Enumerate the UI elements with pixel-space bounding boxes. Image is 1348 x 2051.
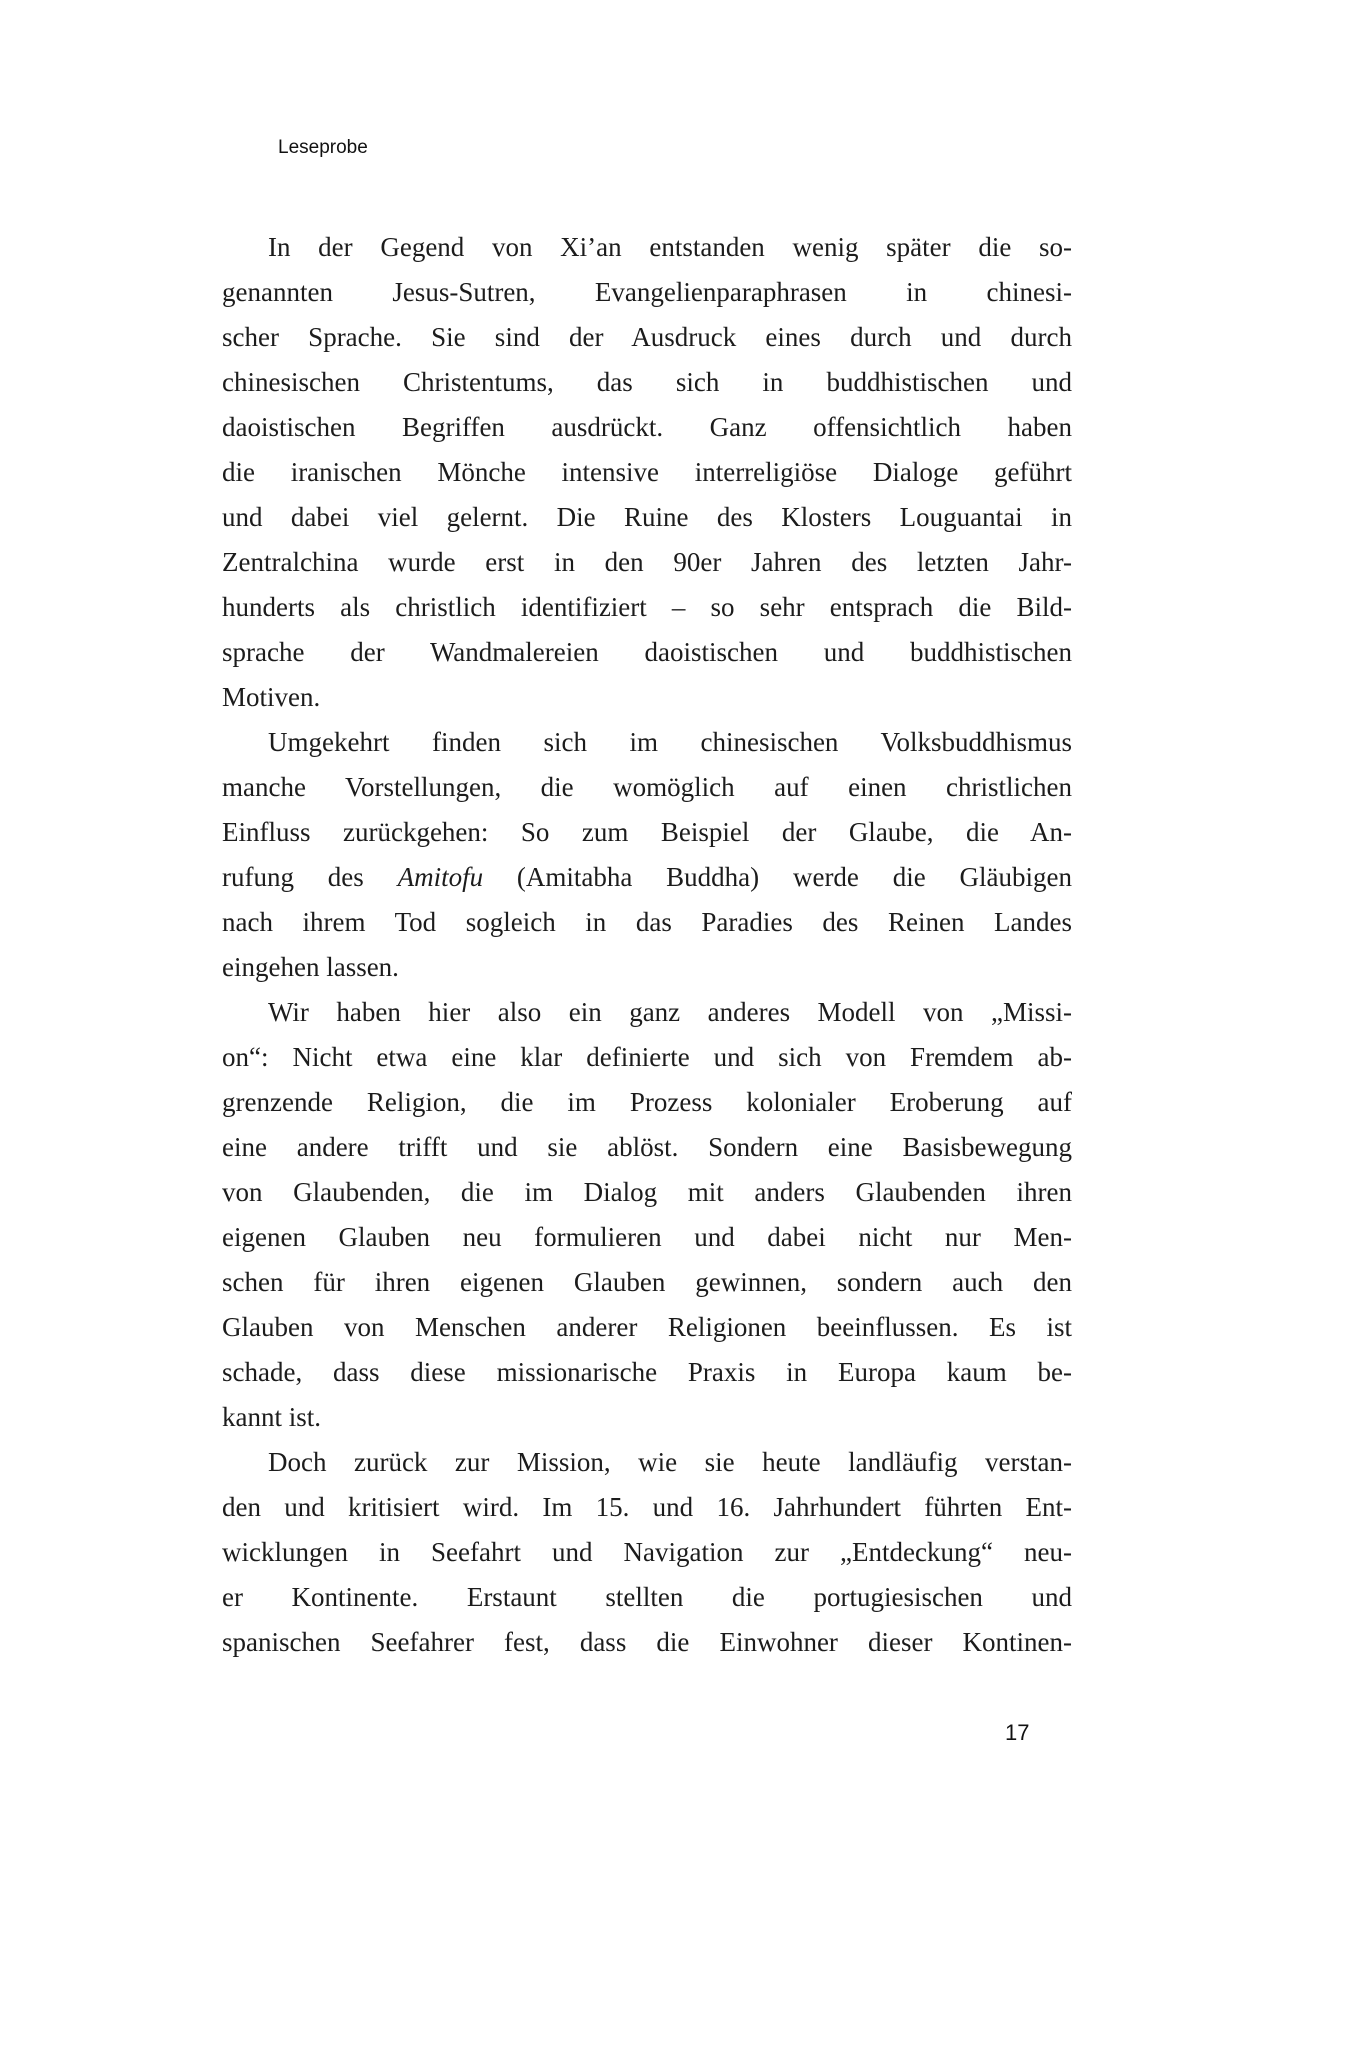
text-line: schen für ihren eigenen Glauben gewinnen, sondern auch den (222, 1267, 1072, 1297)
text-line: Wir haben hier also ein ganz anderes Modell von „Missi- (268, 997, 1072, 1027)
text-line: er Kontinente. Erstaunt stellten die portugiesischen und (222, 1582, 1072, 1612)
text-line: genannten Jesus-Sutren, Evangelienparaphrasen in chinesi- (222, 277, 1072, 307)
text-line: spanischen Seefahrer fest, dass die Einwohner dieser Kontinen- (222, 1627, 1072, 1657)
text-line: chinesischen Christentums, das sich in buddhistischen und (222, 367, 1072, 397)
text-line: den und kritisiert wird. Im 15. und 16. Jahrhundert führten Ent- (222, 1492, 1072, 1522)
paragraph (222, 720, 1072, 990)
text-line: die iranischen Mönche intensive interreligiöse Dialoge geführt (222, 457, 1072, 487)
text-line: schade, dass diese missionarische Praxis in Europa kaum be- (222, 1357, 1072, 1387)
text-line: Umgekehrt finden sich im chinesischen Volksbuddhismus (268, 727, 1072, 757)
text-line: Zentralchina wurde erst in den 90er Jahren des letzten Jahr- (222, 547, 1072, 577)
text-line: grenzende Religion, die im Prozess kolonialer Eroberung auf (222, 1087, 1072, 1117)
text-line: von Glaubenden, die im Dialog mit anders Glaubenden ihren (222, 1177, 1072, 1207)
text-line: und dabei viel gelernt. Die Ruine des Klosters Louguantai in (222, 502, 1072, 532)
text-line: hunderts als christlich identifiziert – so sehr entsprach die Bild- (222, 592, 1072, 622)
text-line: manche Vorstellungen, die womöglich auf einen christlichen (222, 772, 1072, 802)
paragraph (222, 1440, 1072, 1665)
text-line: Einfluss zurückgehen: So zum Beispiel der Glaube, die An- (222, 817, 1072, 847)
text-line: scher Sprache. Sie sind der Ausdruck eines durch und durch (222, 322, 1072, 352)
page-number: 17 (1005, 1720, 1030, 1745)
text-line: eine andere trifft und sie ablöst. Sondern eine Basisbewegung (222, 1132, 1072, 1162)
text-line: sprache der Wandmalereien daoistischen und buddhistischen (222, 637, 1072, 667)
text-line: Motiven. (222, 682, 321, 712)
italic-term: Amitofu (397, 862, 484, 892)
text-line: Glauben von Menschen anderer Religionen beeinflussen. Es ist (222, 1312, 1072, 1342)
paragraph (222, 225, 1072, 720)
text-line: kannt ist. (222, 1402, 321, 1432)
text-line: eingehen lassen. (222, 952, 399, 982)
text-line: on“: Nicht etwa eine klar definierte und sich von Fremdem ab- (222, 1042, 1072, 1072)
text-line: wicklungen in Seefahrt und Navigation zur „Entdeckung“ neu- (222, 1537, 1072, 1567)
text-line: In der Gegend von Xi’an entstanden wenig später die so- (268, 232, 1072, 262)
text-line: rufung des Amitofu (Amitabha Buddha) werde die Gläubigen (222, 862, 1072, 892)
text-line: eigenen Glauben neu formulieren und dabei nicht nur Men- (222, 1222, 1072, 1252)
text-line: daoistischen Begriffen ausdrückt. Ganz offensichtlich haben (222, 412, 1072, 442)
text-line: Doch zurück zur Mission, wie sie heute landläufig verstan- (268, 1447, 1072, 1477)
body-text (222, 225, 1072, 1665)
running-head: Leseprobe (278, 137, 368, 158)
paragraph (222, 990, 1072, 1440)
text-line: nach ihrem Tod sogleich in das Paradies des Reinen Landes (222, 907, 1072, 937)
